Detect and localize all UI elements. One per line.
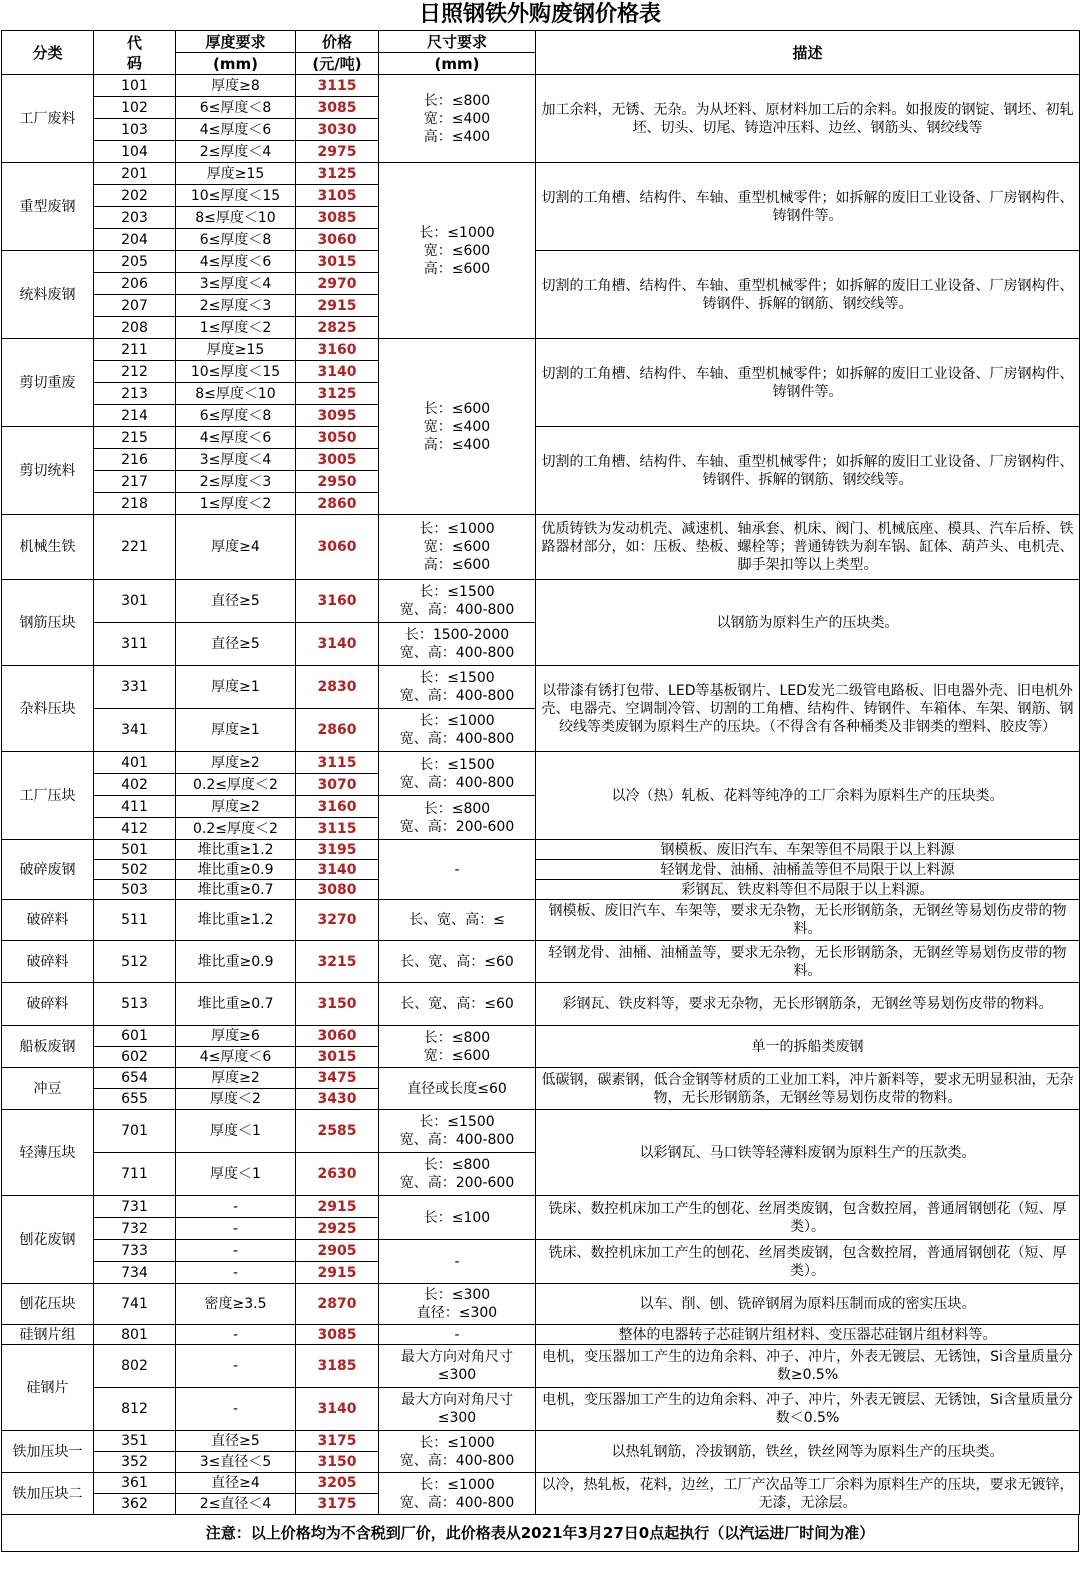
desc-cell: 以冷（热）轧板、花料等纯净的工厂余料为原料生产的压块类。: [536, 752, 1080, 840]
desc-cell: 轻钢龙骨、油桶、油桶盖等但不局限于以上料源: [536, 860, 1080, 880]
code-cell: 401: [94, 752, 176, 774]
thickness-cell: 1≤厚度＜2: [176, 317, 296, 339]
header-category: 分类: [2, 31, 94, 75]
table-row: [2, 1068, 1080, 1089]
thickness-cell: 6≤厚度＜8: [176, 229, 296, 251]
category-cell: 破碎料: [2, 900, 94, 941]
desc-cell: 铣床、数控机床加工产生的刨花、丝屑类废钢，包含数控屑，普通屑钢刨花（短、厚类）。: [536, 1196, 1080, 1240]
code-cell: 802: [94, 1345, 176, 1388]
size-cell: 长：≤1000 宽：≤600 高：≤600: [379, 515, 536, 580]
table-row: [2, 1026, 1080, 1047]
size-cell: 最大方向对角尺寸 ≤300: [379, 1388, 536, 1431]
table-row: [2, 163, 1080, 185]
size-cell: 长：≤1500 宽、高：400-800: [379, 666, 536, 709]
table-row: [2, 1325, 1080, 1345]
price-cell: 3125: [296, 163, 379, 185]
thickness-cell: 厚度≥1: [176, 709, 296, 752]
desc-cell: 切割的工角槽、结构件、车轴、重型机械零件；如拆解的废旧工业设备、厂房钢构件、铸钢件等。: [536, 339, 1080, 427]
size-cell: 长：≤1500 宽、高：400-800: [379, 580, 536, 623]
code-cell: 512: [94, 941, 176, 983]
thickness-cell: 3≤厚度＜4: [176, 273, 296, 295]
code-cell: 362: [94, 1494, 176, 1515]
price-cell: 3095: [296, 405, 379, 427]
price-cell: 3160: [296, 580, 379, 623]
size-cell: 长、宽、高：≤60: [379, 983, 536, 1026]
thickness-cell: 堆比重≥0.7: [176, 880, 296, 900]
desc-cell: 以车、削、刨、铣碎钢屑为原料压制而成的密实压块。: [536, 1284, 1080, 1325]
category-cell: 硅钢片: [2, 1345, 94, 1431]
size-cell: 长：≤1000 宽、高：400-800: [379, 1473, 536, 1515]
size-cell: 长：≤300 直径：≤300: [379, 1284, 536, 1325]
desc-cell: 以带漆有锈打包带、LED等基板钢片、LED发光二级管电路板、旧电器外壳、旧电机外壳、电器壳、空调制冷管、切割的工角槽、结构件、铸钢件、车箱体、车架、钢筋、钢绞线等类废钢为原料生产的压块。（不得含有各种桶类及非钢类的塑料、胶皮等）: [536, 666, 1080, 752]
size-cell: -: [379, 1240, 536, 1284]
price-cell: 3060: [296, 515, 379, 580]
category-cell: 破碎废钢: [2, 840, 94, 900]
thickness-cell: 密度≥3.5: [176, 1284, 296, 1325]
code-cell: 502: [94, 860, 176, 880]
price-cell: 3475: [296, 1068, 379, 1089]
table-title: 日照钢铁外购废钢价格表: [418, 2, 661, 27]
desc-cell: 加工余料，无锈、无杂。为从坯料、原材料加工后的余料。如报废的钢锭、钢坯、初轧坯、切头、切尾、铸造冲压料、边丝、钢筋头、钢绞线等: [536, 75, 1080, 163]
price-cell: 3085: [296, 97, 379, 119]
price-cell: 3150: [296, 1452, 379, 1473]
thickness-cell: 直径≥4: [176, 1473, 296, 1494]
thickness-cell: 厚度≥4: [176, 515, 296, 580]
size-cell: 长：≤800 宽、高：200-600: [379, 796, 536, 840]
desc-cell: 以彩钢瓦、马口铁等轻薄料废钢为原料生产的压款类。: [536, 1110, 1080, 1196]
thickness-cell: 厚度＜2: [176, 1089, 296, 1110]
size-cell: 最大方向对角尺寸 ≤300: [379, 1345, 536, 1388]
category-cell: 铁加压块一: [2, 1431, 94, 1473]
thickness-cell: 3≤直径＜5: [176, 1452, 296, 1473]
code-cell: 211: [94, 339, 176, 361]
price-cell: 3175: [296, 1431, 379, 1452]
thickness-cell: 8≤厚度＜10: [176, 207, 296, 229]
price-cell: 2585: [296, 1110, 379, 1153]
price-cell: 2630: [296, 1153, 379, 1196]
header-desc: 描述: [536, 31, 1080, 75]
code-cell: 351: [94, 1431, 176, 1452]
code-cell: 654: [94, 1068, 176, 1089]
code-cell: 734: [94, 1262, 176, 1284]
code-cell: 213: [94, 383, 176, 405]
thickness-cell: 2≤直径＜4: [176, 1494, 296, 1515]
price-cell: 2925: [296, 1218, 379, 1240]
table-row: [2, 75, 1080, 97]
size-cell: -: [379, 1325, 536, 1345]
thickness-cell: 3≤厚度＜4: [176, 449, 296, 471]
code-cell: 206: [94, 273, 176, 295]
code-cell: 202: [94, 185, 176, 207]
size-cell: 直径或长度≤60: [379, 1068, 536, 1110]
size-cell: 长：≤1000 宽、高：400-800: [379, 1431, 536, 1473]
table-row: [2, 840, 1080, 860]
thickness-cell: 厚度≥8: [176, 75, 296, 97]
price-cell: 3060: [296, 229, 379, 251]
code-cell: 311: [94, 623, 176, 666]
category-cell: 重型废钢: [2, 163, 94, 251]
thickness-cell: 厚度≥2: [176, 1068, 296, 1089]
desc-cell: 切割的工角槽、结构件、车轴、重型机械零件；如拆解的废旧工业设备、厂房钢构件、铸钢件等。: [536, 163, 1080, 251]
code-cell: 205: [94, 251, 176, 273]
price-cell: 2870: [296, 1284, 379, 1325]
thickness-cell: 8≤厚度＜10: [176, 383, 296, 405]
code-cell: 301: [94, 580, 176, 623]
price-cell: 3140: [296, 860, 379, 880]
desc-cell: 轻钢龙骨、油桶、油桶盖等，要求无杂物，无长形钢筋条，无钢丝等易划伤皮带的物料。: [536, 941, 1080, 983]
table-row: [2, 1431, 1080, 1452]
size-cell: 长：≤600 宽：≤400 高：≤400: [379, 339, 536, 515]
table-row: [2, 427, 1080, 449]
price-cell: 3270: [296, 900, 379, 941]
price-cell: 3140: [296, 361, 379, 383]
price-cell: 2915: [296, 295, 379, 317]
table-row: [2, 983, 1080, 1026]
table-row: [2, 752, 1080, 774]
code-cell: 212: [94, 361, 176, 383]
category-cell: 硅钢片组: [2, 1325, 94, 1345]
category-cell: 剪切重废: [2, 339, 94, 427]
code-cell: 503: [94, 880, 176, 900]
code-cell: 501: [94, 840, 176, 860]
table-row: [2, 515, 1080, 580]
size-cell: -: [379, 840, 536, 900]
code-cell: 801: [94, 1325, 176, 1345]
thickness-cell: 堆比重≥1.2: [176, 840, 296, 860]
code-cell: 731: [94, 1196, 176, 1218]
thickness-cell: 4≤厚度＜6: [176, 1047, 296, 1068]
price-cell: 2915: [296, 1196, 379, 1218]
price-cell: 3185: [296, 1345, 379, 1388]
price-cell: 3060: [296, 1026, 379, 1047]
code-cell: 812: [94, 1388, 176, 1431]
category-cell: 工厂压块: [2, 752, 94, 840]
thickness-cell: 4≤厚度＜6: [176, 119, 296, 141]
size-cell: 长：≤1000 宽、高：400-800: [379, 709, 536, 752]
category-cell: 钢筋压块: [2, 580, 94, 666]
category-cell: 工厂废料: [2, 75, 94, 163]
thickness-cell: 厚度≥1: [176, 666, 296, 709]
thickness-cell: 厚度≥15: [176, 163, 296, 185]
category-cell: 统料废钢: [2, 251, 94, 339]
thickness-cell: 直径≥5: [176, 623, 296, 666]
code-cell: 214: [94, 405, 176, 427]
code-cell: 511: [94, 900, 176, 941]
thickness-cell: 4≤厚度＜6: [176, 251, 296, 273]
thickness-cell: 直径≥5: [176, 580, 296, 623]
code-cell: 101: [94, 75, 176, 97]
size-cell: 长：≤800 宽：≤400 高：≤400: [379, 75, 536, 163]
header-thickness: 厚度要求: [176, 31, 296, 53]
header-size-unit: (mm): [379, 53, 536, 75]
category-cell: 轻薄压块: [2, 1110, 94, 1196]
desc-cell: 以热轧钢筋，冷拔钢筋，铁丝，铁丝网等为原料生产的压块类。: [536, 1431, 1080, 1473]
header-price-unit: (元/吨): [296, 53, 379, 75]
desc-cell: 切割的工角槽、结构件、车轴、重型机械零件；如拆解的废旧工业设备、厂房钢构件、铸钢件、拆解的钢筋、钢绞线等。: [536, 427, 1080, 515]
code-cell: 217: [94, 471, 176, 493]
code-cell: 601: [94, 1026, 176, 1047]
category-cell: 剪切统料: [2, 427, 94, 515]
code-cell: 218: [94, 493, 176, 515]
code-cell: 331: [94, 666, 176, 709]
desc-cell: 切割的工角槽、结构件、车轴、重型机械零件；如拆解的废旧工业设备、厂房钢构件、铸钢件、拆解的钢筋、钢绞线等。: [536, 251, 1080, 339]
code-cell: 104: [94, 141, 176, 163]
price-cell: 3005: [296, 449, 379, 471]
thickness-cell: -: [176, 1218, 296, 1240]
thickness-cell: 1≤厚度＜2: [176, 493, 296, 515]
thickness-cell: 6≤厚度＜8: [176, 97, 296, 119]
price-cell: 2860: [296, 493, 379, 515]
desc-cell: 优质铸铁为发动机壳、减速机、轴承套、机床、阀门、机械底座、模具、汽车后桥、铁路器材部分，如：压板、垫板、螺栓等；普通铸铁为刹车锅、缸体、葫芦头、电机壳、脚手架扣等以上类型。: [536, 515, 1080, 580]
size-cell: 长：≤800 宽：≤600: [379, 1026, 536, 1068]
thickness-cell: 厚度≥2: [176, 752, 296, 774]
thickness-cell: 0.2≤厚度＜2: [176, 818, 296, 840]
category-cell: 铁加压块二: [2, 1473, 94, 1515]
category-cell: 杂料压块: [2, 666, 94, 752]
desc-cell: 彩钢瓦、铁皮料等，要求无杂物，无长形钢筋条，无钢丝等易划伤皮带的物料。: [536, 983, 1080, 1026]
code-cell: 701: [94, 1110, 176, 1153]
header-price: 价格: [296, 31, 379, 53]
price-cell: 3085: [296, 207, 379, 229]
desc-cell: 彩钢瓦、铁皮料等但不局限于以上料源。: [536, 880, 1080, 900]
thickness-cell: 10≤厚度＜15: [176, 185, 296, 207]
desc-cell: 以冷，热轧板，花料，边丝，工厂产次品等工厂余料为原料生产的压块，要求无镀锌，无漆，无涂层。: [536, 1473, 1080, 1515]
thickness-cell: -: [176, 1196, 296, 1218]
code-cell: 361: [94, 1473, 176, 1494]
price-cell: 3080: [296, 880, 379, 900]
price-cell: 2905: [296, 1240, 379, 1262]
price-cell: 3115: [296, 752, 379, 774]
price-cell: 3140: [296, 623, 379, 666]
table-row: [2, 1196, 1080, 1218]
desc-cell: 单一的拆船类废钢: [536, 1026, 1080, 1068]
size-cell: 长：≤1000 宽：≤600 高：≤600: [379, 163, 536, 339]
price-cell: 3160: [296, 796, 379, 818]
desc-cell: 电机，变压器加工产生的边角余料、冲子、冲片，外表无镀层、无锈蚀，Si含量质量分数≥0.5%: [536, 1345, 1080, 1388]
thickness-cell: 堆比重≥1.2: [176, 900, 296, 941]
thickness-cell: 10≤厚度＜15: [176, 361, 296, 383]
price-cell: 3015: [296, 1047, 379, 1068]
code-cell: 732: [94, 1218, 176, 1240]
code-cell: 204: [94, 229, 176, 251]
code-cell: 102: [94, 97, 176, 119]
table-row: [2, 900, 1080, 941]
price-cell: 3070: [296, 774, 379, 796]
desc-cell: 以钢筋为原料生产的压块类。: [536, 580, 1080, 666]
thickness-cell: -: [176, 1240, 296, 1262]
size-cell: 长：≤800 宽、高：200-600: [379, 1153, 536, 1196]
price-cell: 3050: [296, 427, 379, 449]
price-cell: 3125: [296, 383, 379, 405]
thickness-cell: 堆比重≥0.7: [176, 983, 296, 1026]
code-cell: 412: [94, 818, 176, 840]
thickness-cell: 直径≥5: [176, 1431, 296, 1452]
table-row: [2, 1473, 1080, 1494]
code-cell: 216: [94, 449, 176, 471]
thickness-cell: 堆比重≥0.9: [176, 941, 296, 983]
thickness-cell: -: [176, 1388, 296, 1431]
table-row: [2, 251, 1080, 273]
size-cell: 长、宽、高：≤60: [379, 941, 536, 983]
thickness-cell: 2≤厚度＜3: [176, 295, 296, 317]
code-cell: 207: [94, 295, 176, 317]
code-cell: 203: [94, 207, 176, 229]
desc-cell: 钢模板、废旧汽车、车架等，要求无杂物，无长形钢筋条，无钢丝等易划伤皮带的物料。: [536, 900, 1080, 941]
footer-note: 注意：以上价格均为不含税到厂价，此价格表从2021年3月27日0点起执行（以汽运进厂时间为准）: [1, 1515, 1079, 1552]
price-cell: 3150: [296, 983, 379, 1026]
desc-cell: 电机，变压器加工产生的边角余料、冲子、冲片，外表无镀层、无锈蚀，Si含量质量分数＜0.5%: [536, 1388, 1080, 1431]
thickness-cell: 2≤厚度＜3: [176, 471, 296, 493]
size-cell: 长：≤100: [379, 1196, 536, 1240]
price-cell: 3175: [296, 1494, 379, 1515]
price-cell: 3115: [296, 818, 379, 840]
table-row: [2, 1345, 1080, 1388]
thickness-cell: 6≤厚度＜8: [176, 405, 296, 427]
table-row: [2, 1284, 1080, 1325]
table-row: [2, 880, 1080, 900]
table-row: [2, 666, 1080, 709]
category-cell: 刨花压块: [2, 1284, 94, 1325]
price-cell: 3140: [296, 1388, 379, 1431]
table-row: [2, 860, 1080, 880]
price-cell: 2860: [296, 709, 379, 752]
code-cell: 221: [94, 515, 176, 580]
price-cell: 3115: [296, 75, 379, 97]
price-cell: 3215: [296, 941, 379, 983]
code-cell: 602: [94, 1047, 176, 1068]
price-cell: 2915: [296, 1262, 379, 1284]
category-cell: 破碎料: [2, 983, 94, 1026]
code-cell: 208: [94, 317, 176, 339]
price-cell: 3430: [296, 1089, 379, 1110]
price-cell: 2830: [296, 666, 379, 709]
price-cell: 3105: [296, 185, 379, 207]
desc-cell: 整体的电器转子芯硅钢片组材料、变压器芯硅钢片组材料等。: [536, 1325, 1080, 1345]
header-size: 尺寸要求: [379, 31, 536, 53]
thickness-cell: 厚度＜1: [176, 1110, 296, 1153]
category-cell: 破碎料: [2, 941, 94, 983]
code-cell: 103: [94, 119, 176, 141]
code-cell: 411: [94, 796, 176, 818]
price-cell: 3160: [296, 339, 379, 361]
thickness-cell: 厚度≥2: [176, 796, 296, 818]
price-cell: 2950: [296, 471, 379, 493]
code-cell: 201: [94, 163, 176, 185]
thickness-cell: 0.2≤厚度＜2: [176, 774, 296, 796]
code-cell: 402: [94, 774, 176, 796]
desc-cell: 低碳钢，碳素钢，低合金钢等材质的工业加工料，冲片新料等，要求无明显积油，无杂物，无长形钢筋条，无钢丝等易划伤皮带的物料。: [536, 1068, 1080, 1110]
table-body: [2, 75, 1080, 1515]
price-cell: 3030: [296, 119, 379, 141]
table-row: [2, 941, 1080, 983]
table-row: [2, 580, 1080, 623]
category-cell: 刨花废钢: [2, 1196, 94, 1284]
size-cell: 长：≤1500 宽、高：400-800: [379, 752, 536, 796]
price-cell: 3085: [296, 1325, 379, 1345]
size-cell: 长、宽、高：≤: [379, 900, 536, 941]
size-cell: 长：1500-2000 宽、高：400-800: [379, 623, 536, 666]
thickness-cell: -: [176, 1262, 296, 1284]
thickness-cell: -: [176, 1325, 296, 1345]
price-cell: 2970: [296, 273, 379, 295]
table-row: [2, 339, 1080, 361]
price-cell: 2975: [296, 141, 379, 163]
desc-cell: 铣床、数控机床加工产生的刨花、丝屑类废钢，包含数控屑，普通屑钢刨花（短、厚类）。: [536, 1240, 1080, 1284]
thickness-cell: 2≤厚度＜4: [176, 141, 296, 163]
price-cell: 3205: [296, 1473, 379, 1494]
thickness-cell: -: [176, 1345, 296, 1388]
code-cell: 215: [94, 427, 176, 449]
category-cell: 船板废钢: [2, 1026, 94, 1068]
price-table: [1, 30, 1080, 1515]
table-row: [2, 1240, 1080, 1262]
code-cell: 711: [94, 1153, 176, 1196]
thickness-cell: 厚度＜1: [176, 1153, 296, 1196]
code-cell: 733: [94, 1240, 176, 1262]
price-cell: 2825: [296, 317, 379, 339]
code-cell: 352: [94, 1452, 176, 1473]
table-row: [2, 1388, 1080, 1431]
code-cell: 513: [94, 983, 176, 1026]
table-row: [2, 1110, 1080, 1153]
category-cell: 冲豆: [2, 1068, 94, 1110]
thickness-cell: 厚度≥6: [176, 1026, 296, 1047]
thickness-cell: 堆比重≥0.9: [176, 860, 296, 880]
header-code: 代 码: [94, 31, 176, 75]
category-cell: 机械生铁: [2, 515, 94, 580]
thickness-cell: 4≤厚度＜6: [176, 427, 296, 449]
code-cell: 655: [94, 1089, 176, 1110]
code-cell: 341: [94, 709, 176, 752]
header-thickness-unit: (mm): [176, 53, 296, 75]
desc-cell: 钢模板、废旧汽车、车架等但不局限于以上料源: [536, 840, 1080, 860]
price-cell: 3195: [296, 840, 379, 860]
size-cell: 长：≤1500 宽、高：400-800: [379, 1110, 536, 1153]
price-cell: 3015: [296, 251, 379, 273]
thickness-cell: 厚度≥15: [176, 339, 296, 361]
code-cell: 741: [94, 1284, 176, 1325]
